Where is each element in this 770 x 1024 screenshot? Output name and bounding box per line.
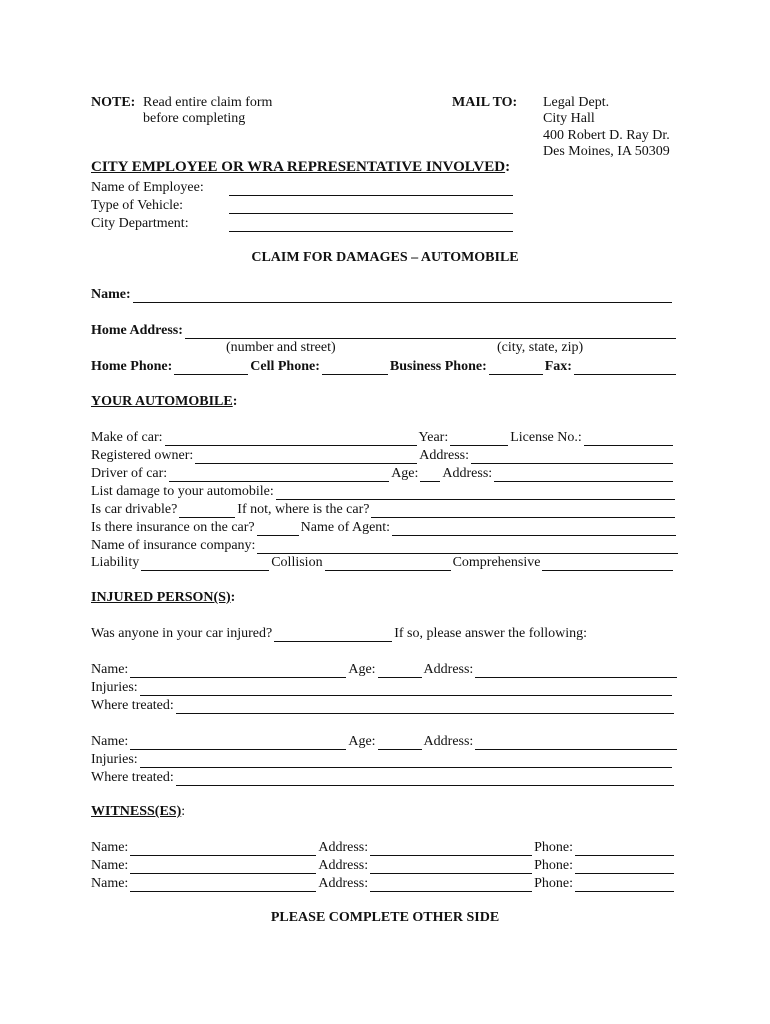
witness-3-name-field[interactable] (130, 878, 316, 892)
liability-field[interactable] (141, 557, 269, 571)
collision-field[interactable] (325, 557, 451, 571)
injured-1-address-label: Address: (423, 662, 474, 677)
cell-phone-field[interactable] (322, 361, 388, 375)
injured-1-treated-row (91, 696, 676, 714)
injured-2-treated-field[interactable] (176, 772, 674, 786)
city-department-label: City Department: (91, 216, 189, 231)
owner-row (91, 446, 675, 464)
claimant-name-field[interactable] (133, 289, 672, 303)
make-year-license-row (91, 428, 675, 446)
owner-address-field[interactable] (471, 450, 673, 464)
drivable-field[interactable] (179, 504, 235, 518)
witness-3-row (91, 874, 676, 892)
witness-2-phone-label: Phone: (534, 858, 573, 873)
insurance-company-field[interactable] (257, 540, 678, 554)
insurance-company-row (91, 536, 680, 554)
witness-3-phone-label: Phone: (534, 876, 573, 891)
insurance-field[interactable] (257, 522, 299, 536)
claimant-name-label: Name: (91, 287, 131, 302)
note-line-2: before completing (143, 111, 246, 126)
injured-2-treated-row (91, 768, 676, 786)
injured-followup: If so, please answer the following: (394, 626, 588, 641)
witness-1-phone-label: Phone: (534, 840, 573, 855)
note-label: NOTE: (91, 95, 136, 110)
driver-label: Driver of car: (91, 466, 168, 481)
agent-field[interactable] (392, 522, 676, 536)
injured-2-treated-label: Where treated: (91, 770, 174, 785)
injured-1-row (91, 660, 679, 678)
home-address-label: Home Address: (91, 323, 183, 338)
injured-1-injuries-row (91, 678, 674, 696)
insurance-row (91, 518, 678, 536)
form-title: CLAIM FOR DAMAGES – AUTOMOBILE (251, 250, 519, 265)
insurance-label: Is there insurance on the car? (91, 520, 255, 535)
city-state-zip-hint: (city, state, zip) (497, 340, 584, 355)
injured-2-name-field[interactable] (130, 736, 346, 750)
injured-1-address-field[interactable] (475, 664, 677, 678)
vehicle-type-field[interactable] (229, 200, 513, 214)
owner-label: Registered owner: (91, 448, 194, 463)
home-address-field[interactable] (185, 325, 676, 339)
damage-row (91, 482, 677, 500)
injured-1-treated-field[interactable] (176, 700, 674, 714)
injured-answer-field[interactable] (274, 628, 392, 642)
driver-field[interactable] (169, 468, 389, 482)
fax-label: Fax: (544, 359, 572, 374)
home-address-row (91, 321, 678, 339)
agent-label: Name of Agent: (300, 520, 391, 535)
witness-1-name-label: Name: (91, 840, 129, 855)
injured-1-injuries-field[interactable] (140, 682, 672, 696)
owner-field[interactable] (195, 450, 417, 464)
make-field[interactable] (165, 432, 417, 446)
home-phone-field[interactable] (174, 361, 248, 375)
mail-address-line-4: Des Moines, IA 50309 (543, 144, 670, 159)
injured-heading: INJURED PERSON(S): (91, 590, 236, 605)
driver-address-label: Address: (442, 466, 493, 481)
employee-name-label: Name of Employee: (91, 180, 204, 195)
injured-question-row (91, 624, 631, 642)
driver-age-field[interactable] (420, 468, 440, 482)
driver-address-field[interactable] (494, 468, 673, 482)
mail-address-line-1: Legal Dept. (543, 95, 610, 110)
injured-2-injuries-row (91, 750, 674, 768)
witness-2-address-label: Address: (318, 858, 369, 873)
license-label: License No.: (510, 430, 582, 445)
injured-2-injuries-field[interactable] (140, 754, 672, 768)
employee-name-field[interactable] (229, 182, 513, 196)
witness-3-phone-field[interactable] (575, 878, 674, 892)
injured-1-injuries-label: Injuries: (91, 680, 138, 695)
injured-2-age-field[interactable] (378, 736, 422, 750)
comprehensive-field[interactable] (542, 557, 673, 571)
collision-label: Collision (271, 555, 323, 570)
phone-row (91, 357, 678, 375)
city-department-row (91, 214, 515, 232)
coverage-row (91, 553, 675, 571)
car-location-field[interactable] (371, 504, 675, 518)
witness-3-address-label: Address: (318, 876, 369, 891)
insurance-company-label: Name of insurance company: (91, 538, 256, 553)
street-hint: (number and street) (226, 340, 336, 355)
drivable-label: Is car drivable? (91, 502, 178, 517)
injured-2-address-label: Address: (423, 734, 474, 749)
driver-row (91, 464, 675, 482)
liability-label: Liability (91, 555, 140, 570)
witness-2-address-field[interactable] (370, 860, 532, 874)
witness-1-address-field[interactable] (370, 842, 532, 856)
witness-2-row (91, 856, 676, 874)
claimant-name-row (91, 285, 674, 303)
witness-2-name-label: Name: (91, 858, 129, 873)
witness-2-phone-field[interactable] (575, 860, 674, 874)
injured-2-name-label: Name: (91, 734, 129, 749)
damage-label: List damage to your automobile: (91, 484, 274, 499)
fax-field[interactable] (574, 361, 676, 375)
witness-1-name-field[interactable] (130, 842, 316, 856)
mail-address-line-3: 400 Robert D. Ray Dr. (543, 128, 670, 143)
year-label: Year: (418, 430, 449, 445)
damage-field[interactable] (276, 486, 675, 500)
mail-address-line-2: City Hall (543, 111, 595, 126)
injured-2-row (91, 732, 679, 750)
injured-1-name-field[interactable] (130, 664, 346, 678)
witnesses-heading: WITNESS(ES): (91, 804, 186, 819)
employee-heading: CITY EMPLOYEE OR WRA REPRESENTATIVE INVOLVED: (91, 159, 511, 175)
injured-1-age-field[interactable] (378, 664, 422, 678)
witness-2-name-field[interactable] (130, 860, 316, 874)
license-field[interactable] (584, 432, 673, 446)
injured-question: Was anyone in your car injured? (91, 626, 273, 641)
year-field[interactable] (450, 432, 508, 446)
cell-phone-label: Cell Phone: (250, 359, 320, 374)
employee-name-row (91, 178, 515, 196)
make-label: Make of car: (91, 430, 163, 445)
business-phone-field[interactable] (489, 361, 543, 375)
injured-1-name-label: Name: (91, 662, 129, 677)
driver-age-label: Age: (391, 466, 419, 481)
business-phone-label: Business Phone: (389, 359, 487, 374)
automobile-heading: YOUR AUTOMOBILE: (91, 394, 238, 409)
mail-to-label: MAIL TO: (452, 95, 518, 110)
owner-address-label: Address: (419, 448, 470, 463)
injured-2-age-label: Age: (348, 734, 376, 749)
witness-1-address-label: Address: (318, 840, 369, 855)
city-department-field[interactable] (229, 218, 513, 232)
vehicle-type-label: Type of Vehicle: (91, 198, 184, 213)
note-line-1: Read entire claim form (143, 95, 273, 110)
witness-3-address-field[interactable] (370, 878, 532, 892)
home-phone-label: Home Phone: (91, 359, 173, 374)
witness-1-row (91, 838, 676, 856)
witness-3-name-label: Name: (91, 876, 129, 891)
injured-2-injuries-label: Injuries: (91, 752, 138, 767)
complete-other-side-note: PLEASE COMPLETE OTHER SIDE (270, 910, 500, 925)
injured-2-address-field[interactable] (475, 736, 677, 750)
comprehensive-label: Comprehensive (452, 555, 541, 570)
injured-1-treated-label: Where treated: (91, 698, 174, 713)
drivable-row (91, 500, 677, 518)
vehicle-type-row (91, 196, 515, 214)
car-location-label: If not, where is the car? (237, 502, 370, 517)
witness-1-phone-field[interactable] (575, 842, 674, 856)
injured-1-age-label: Age: (348, 662, 376, 677)
